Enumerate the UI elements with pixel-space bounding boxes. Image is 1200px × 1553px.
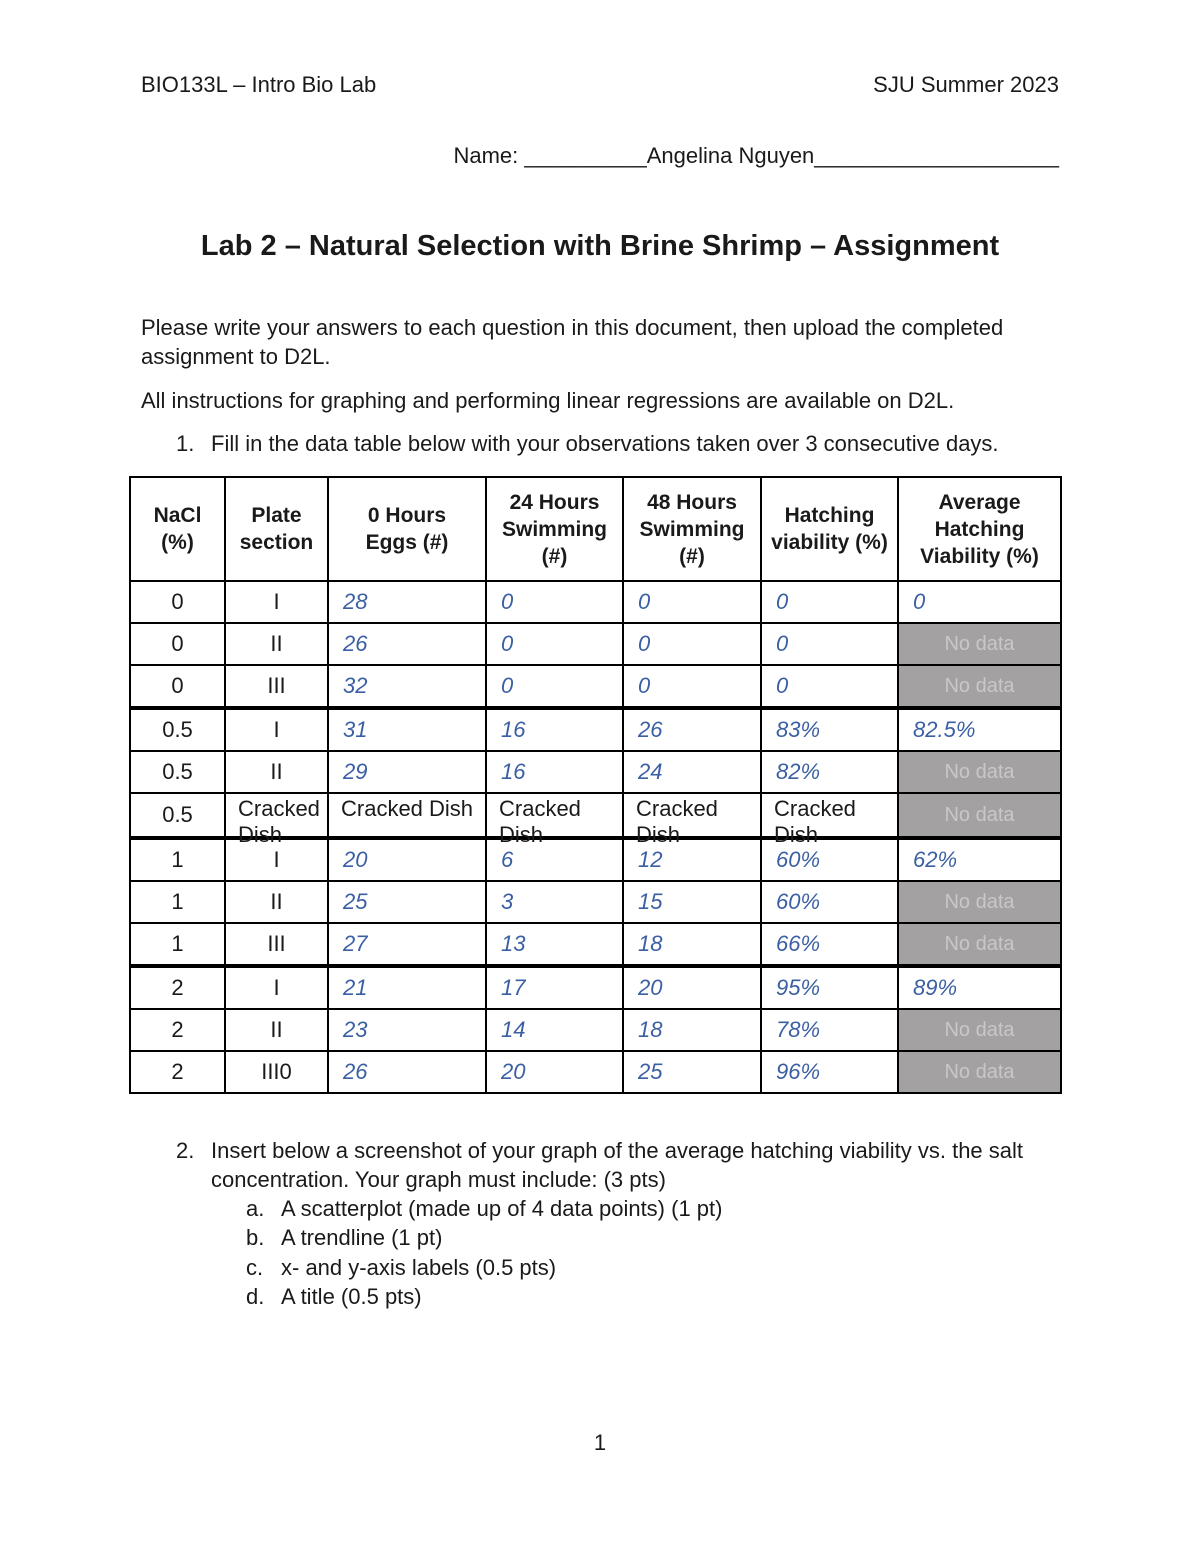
swimming-24h-cell: Cracked Dish (486, 793, 623, 838)
average-viability-cell: 62% (898, 838, 1061, 881)
swimming-48h-cell: 18 (623, 1009, 761, 1051)
table-row (130, 751, 1061, 793)
nacl-cell: 0 (130, 581, 225, 623)
table-row (130, 708, 1061, 751)
nacl-cell: 1 (130, 881, 225, 923)
requirement-item: b. A trendline (1 pt) (246, 1225, 443, 1251)
viability-cell: 0 (761, 665, 898, 708)
eggs-cell: 32 (328, 665, 486, 708)
average-viability-cell: 0 (898, 581, 1061, 623)
plate-cell: III (225, 923, 328, 966)
viability-cell: 96% (761, 1051, 898, 1093)
column-header: Plate section (225, 477, 328, 581)
swimming-48h-cell: 0 (623, 665, 761, 708)
no-data-cell: No data (898, 793, 1061, 838)
table-row (130, 581, 1061, 623)
swimming-48h-cell: 20 (623, 966, 761, 1009)
requirement-item: a. A scatterplot (made up of 4 data points) (1 pt) (246, 1196, 723, 1221)
swimming-24h-cell: 20 (486, 1051, 623, 1093)
student-name-line: Name: __________Angelina Nguyen____________________ (453, 143, 1059, 168)
viability-cell: 95% (761, 966, 898, 1009)
swimming-48h-cell: 26 (623, 708, 761, 751)
no-data-cell: No data (898, 665, 1061, 708)
eggs-cell: Cracked Dish (328, 793, 486, 838)
eggs-cell: 29 (328, 751, 486, 793)
swimming-24h-cell: 0 (486, 623, 623, 665)
question-2-requirements (246, 1194, 722, 1311)
requirement-item: c. x- and y-axis labels (0.5 pts) (246, 1254, 557, 1280)
table-row (130, 793, 1061, 838)
eggs-cell: 28 (328, 581, 486, 623)
term-header: SJU Summer 2023 (873, 72, 1059, 97)
viability-cell: Cracked Dish (761, 793, 898, 838)
viability-cell: 60% (761, 881, 898, 923)
viability-cell: 0 (761, 623, 898, 665)
question-1-text: Fill in the data table below with your observations taken over 3 consecutive days. (211, 431, 999, 456)
table-row (130, 665, 1061, 708)
average-viability-cell: 82.5% (898, 708, 1061, 751)
column-header: Average Hatching Viability (%) (898, 477, 1061, 581)
table-row (130, 966, 1061, 1009)
table-row (130, 923, 1061, 966)
column-header: 24 Hours Swimming (#) (486, 477, 623, 581)
table-row (130, 623, 1061, 665)
swimming-48h-cell: 24 (623, 751, 761, 793)
plate-cell: II (225, 751, 328, 793)
swimming-24h-cell: 14 (486, 1009, 623, 1051)
swimming-48h-cell: Cracked Dish (623, 793, 761, 838)
swimming-48h-cell: 0 (623, 623, 761, 665)
viability-cell: 78% (761, 1009, 898, 1051)
swimming-24h-cell: 0 (486, 665, 623, 708)
nacl-cell: 1 (130, 838, 225, 881)
swimming-48h-cell: 15 (623, 881, 761, 923)
no-data-cell: No data (898, 1009, 1061, 1051)
viability-cell: 83% (761, 708, 898, 751)
plate-cell: I (225, 708, 328, 751)
page-number: 1 (593, 1430, 607, 1455)
average-viability-cell: 89% (898, 966, 1061, 1009)
nacl-cell: 0.5 (130, 708, 225, 751)
swimming-48h-cell: 18 (623, 923, 761, 966)
plate-cell: II (225, 1009, 328, 1051)
column-header: 48 Hours Swimming (#) (623, 477, 761, 581)
course-header: BIO133L – Intro Bio Lab (141, 72, 377, 97)
plate-cell: II (225, 623, 328, 665)
eggs-cell: 26 (328, 623, 486, 665)
viability-cell: 0 (761, 581, 898, 623)
no-data-cell: No data (898, 923, 1061, 966)
eggs-cell: 21 (328, 966, 486, 1009)
nacl-cell: 0 (130, 623, 225, 665)
column-header: NaCl (%) (130, 477, 225, 581)
no-data-cell: No data (898, 1051, 1061, 1093)
swimming-48h-cell: 12 (623, 838, 761, 881)
no-data-cell: No data (898, 881, 1061, 923)
eggs-cell: 23 (328, 1009, 486, 1051)
eggs-cell: 26 (328, 1051, 486, 1093)
table-body (130, 581, 1061, 1093)
nacl-cell: 0.5 (130, 751, 225, 793)
question-2-text: Insert below a screenshot of your graph of the average hatching viability vs. the salt concentration. Your graph must include: (3 pts) (211, 1138, 1024, 1192)
plate-cell: III (225, 665, 328, 708)
column-header: Hatching viability (%) (761, 477, 898, 581)
nacl-cell: 2 (130, 1009, 225, 1051)
table-header-row (130, 477, 1061, 581)
plate-cell: I (225, 966, 328, 1009)
no-data-cell: No data (898, 623, 1061, 665)
swimming-24h-cell: 13 (486, 923, 623, 966)
swimming-24h-cell: 3 (486, 881, 623, 923)
column-header: 0 Hours Eggs (#) (328, 477, 486, 581)
requirement-item: d. A title (0.5 pts) (246, 1283, 422, 1309)
nacl-cell: 1 (130, 923, 225, 966)
nacl-cell: 2 (130, 966, 225, 1009)
question-1 (176, 431, 999, 457)
viability-cell: 66% (761, 923, 898, 966)
question-2-number: 2. (176, 1138, 195, 1163)
swimming-24h-cell: 16 (486, 751, 623, 793)
intro-paragraph-2: All instructions for graphing and performing linear regressions are available on D2L. (141, 388, 955, 413)
viability-cell: 60% (761, 838, 898, 881)
nacl-cell: 0.5 (130, 793, 225, 838)
plate-cell: II (225, 881, 328, 923)
page-title: Lab 2 – Natural Selection with Brine Shrimp – Assignment (200, 230, 1000, 262)
plate-cell: I (225, 838, 328, 881)
swimming-48h-cell: 0 (623, 581, 761, 623)
swimming-48h-cell: 25 (623, 1051, 761, 1093)
question-1-number: 1. (176, 431, 195, 456)
data-table (129, 476, 1062, 1094)
nacl-cell: 0 (130, 665, 225, 708)
question-2 (176, 1136, 1056, 1194)
table-row (130, 1051, 1061, 1093)
plate-cell: Cracked Dish (225, 793, 328, 838)
swimming-24h-cell: 6 (486, 838, 623, 881)
swimming-24h-cell: 17 (486, 966, 623, 1009)
eggs-cell: 25 (328, 881, 486, 923)
intro-paragraph-1: Please write your answers to each question in this document, then upload the completed assignment to D2L. (141, 315, 1004, 369)
nacl-cell: 2 (130, 1051, 225, 1093)
plate-cell: I (225, 581, 328, 623)
eggs-cell: 20 (328, 838, 486, 881)
table-row (130, 1009, 1061, 1051)
table-row (130, 881, 1061, 923)
plate-cell: III0 (225, 1051, 328, 1093)
eggs-cell: 31 (328, 708, 486, 751)
swimming-24h-cell: 16 (486, 708, 623, 751)
swimming-24h-cell: 0 (486, 581, 623, 623)
eggs-cell: 27 (328, 923, 486, 966)
no-data-cell: No data (898, 751, 1061, 793)
viability-cell: 82% (761, 751, 898, 793)
